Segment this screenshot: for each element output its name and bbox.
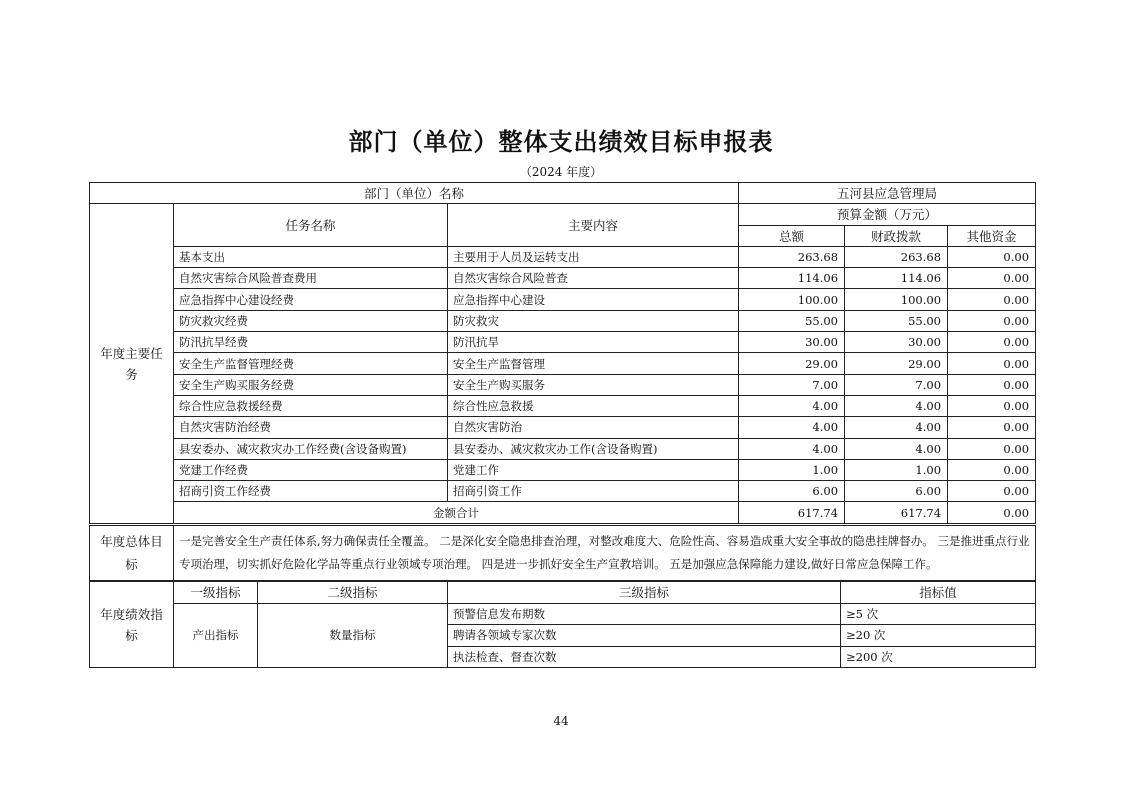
finance-header: 财政拨款: [845, 225, 948, 246]
task-name: 综合性应急救援经费: [174, 395, 448, 416]
task-name: 自然灾害综合风险普查费用: [174, 268, 448, 289]
task-content: 自然灾害防治: [448, 417, 739, 438]
task-finance: 6.00: [845, 481, 948, 502]
task-name: 防灾救灾经费: [174, 310, 448, 331]
table-row: [90, 289, 1036, 310]
goal-row: [90, 526, 1036, 581]
budget-amount-header: 预算金额（万元）: [739, 204, 1036, 225]
indicator-value: ≥200 次: [841, 646, 1036, 668]
task-total: 29.00: [739, 353, 845, 374]
value-header: 指标值: [841, 582, 1036, 604]
task-total: 114.06: [739, 268, 845, 289]
level2-header: 二级指标: [258, 582, 448, 604]
task-finance: 55.00: [845, 310, 948, 331]
sum-label: 金额合计: [174, 502, 739, 523]
task-total: 4.00: [739, 417, 845, 438]
table-row: [90, 268, 1036, 289]
task-content: 党建工作: [448, 459, 739, 480]
task-content: 综合性应急救援: [448, 395, 739, 416]
level3-header: 三级指标: [448, 582, 841, 604]
table-row: [90, 459, 1036, 480]
table-row: [90, 246, 1036, 267]
table-row: [90, 481, 1036, 502]
indicator-value: ≥5 次: [841, 603, 1036, 625]
task-content: 招商引资工作: [448, 481, 739, 502]
task-finance: 1.00: [845, 459, 948, 480]
task-total: 1.00: [739, 459, 845, 480]
task-content: 安全生产购买服务: [448, 374, 739, 395]
task-name: 防汛抗旱经费: [174, 332, 448, 353]
task-finance: 7.00: [845, 374, 948, 395]
level1-value: 产出指标: [174, 603, 258, 668]
task-total: 100.00: [739, 289, 845, 310]
indicator-name: 执法检查、督查次数: [448, 646, 841, 668]
task-finance: 30.00: [845, 332, 948, 353]
task-other: 0.00: [948, 374, 1036, 395]
sum-row: [90, 502, 1036, 523]
task-other: 0.00: [948, 246, 1036, 267]
task-header-row: [90, 204, 1036, 225]
table-row: [90, 332, 1036, 353]
task-other: 0.00: [948, 481, 1036, 502]
task-content: 安全生产监督管理: [448, 353, 739, 374]
indicator-row: [90, 603, 1036, 625]
task-total: 55.00: [739, 310, 845, 331]
task-total: 4.00: [739, 395, 845, 416]
task-other: 0.00: [948, 459, 1036, 480]
task-total: 30.00: [739, 332, 845, 353]
task-finance: 100.00: [845, 289, 948, 310]
total-header: 总额: [739, 225, 845, 246]
task-total: 7.00: [739, 374, 845, 395]
task-content: 县安委办、减灾救灾办工作(含设备购置): [448, 438, 739, 459]
indicator-header-row: [90, 582, 1036, 604]
task-total: 4.00: [739, 438, 845, 459]
task-name: 安全生产购买服务经费: [174, 374, 448, 395]
other-header: 其他资金: [948, 225, 1036, 246]
task-name: 招商引资工作经费: [174, 481, 448, 502]
table-row: [90, 438, 1036, 459]
table-row: [90, 374, 1036, 395]
page-title: 部门（单位）整体支出绩效目标申报表: [348, 128, 774, 156]
dept-name-value: 五河县应急管理局: [739, 183, 1036, 204]
task-other: 0.00: [948, 353, 1036, 374]
dept-name-label: 部门（单位）名称: [90, 183, 739, 204]
task-name: 党建工作经费: [174, 459, 448, 480]
annual-goal-text: 一是完善安全生产责任体系,努力确保责任全覆盖。 二是深化安全隐患排查治理，对整改难度大、危险性高、容易造成重大安全事故的隐患挂牌督办。 三是推进重点行业专项治理，切实抓好危险化学品等重点行业领域专项治理。 四是进一步抓好安全生产宣教培训。 五是加强应急保障能力建设,做好日常应急保障工作。: [174, 526, 1036, 581]
performance-indicator-label: 年度绩效指标: [90, 582, 174, 668]
task-content: 自然灾害综合风险普查: [448, 268, 739, 289]
task-finance: 4.00: [845, 395, 948, 416]
task-content: 应急指挥中心建设: [448, 289, 739, 310]
task-name: 应急指挥中心建设经费: [174, 289, 448, 310]
task-total: 6.00: [739, 481, 845, 502]
task-finance: 4.00: [845, 417, 948, 438]
task-finance: 114.06: [845, 268, 948, 289]
sum-finance: 617.74: [845, 502, 948, 523]
table-row: [90, 417, 1036, 438]
task-finance: 263.68: [845, 246, 948, 267]
task-other: 0.00: [948, 268, 1036, 289]
page-number: 44: [553, 714, 569, 728]
task-name: 自然灾害防治经费: [174, 417, 448, 438]
annual-goal-label: 年度总体目标: [90, 526, 174, 581]
task-content-header: 主要内容: [448, 204, 739, 247]
sum-other: 0.00: [948, 502, 1036, 523]
task-other: 0.00: [948, 395, 1036, 416]
task-other: 0.00: [948, 417, 1036, 438]
task-other: 0.00: [948, 310, 1036, 331]
task-name: 安全生产监督管理经费: [174, 353, 448, 374]
task-name-header: 任务名称: [174, 204, 448, 247]
level2-value: 数量指标: [258, 603, 448, 668]
task-name: 县安委办、减灾救灾办工作经费(含设备购置): [174, 438, 448, 459]
level1-header: 一级指标: [174, 582, 258, 604]
report-year: （2024 年度）: [519, 165, 603, 179]
indicator-name: 聘请各领域专家次数: [448, 625, 841, 647]
task-total: 263.68: [739, 246, 845, 267]
task-finance: 4.00: [845, 438, 948, 459]
sum-total: 617.74: [739, 502, 845, 523]
task-content: 主要用于人员及运转支出: [448, 246, 739, 267]
indicator-table: [89, 581, 1036, 668]
indicator-name: 预警信息发布期数: [448, 603, 841, 625]
task-finance: 29.00: [845, 353, 948, 374]
task-name: 基本支出: [174, 246, 448, 267]
table-row: [90, 353, 1036, 374]
task-other: 0.00: [948, 289, 1036, 310]
task-other: 0.00: [948, 332, 1036, 353]
dept-row: [90, 183, 1036, 204]
annual-goal-table: [89, 525, 1036, 581]
table-row: [90, 310, 1036, 331]
task-other: 0.00: [948, 438, 1036, 459]
table-row: [90, 395, 1036, 416]
annual-tasks-label: 年度主要任务: [90, 204, 174, 523]
task-content: 防灾救灾: [448, 310, 739, 331]
budget-table: [89, 182, 1036, 524]
task-content: 防汛抗旱: [448, 332, 739, 353]
indicator-value: ≥20 次: [841, 625, 1036, 647]
